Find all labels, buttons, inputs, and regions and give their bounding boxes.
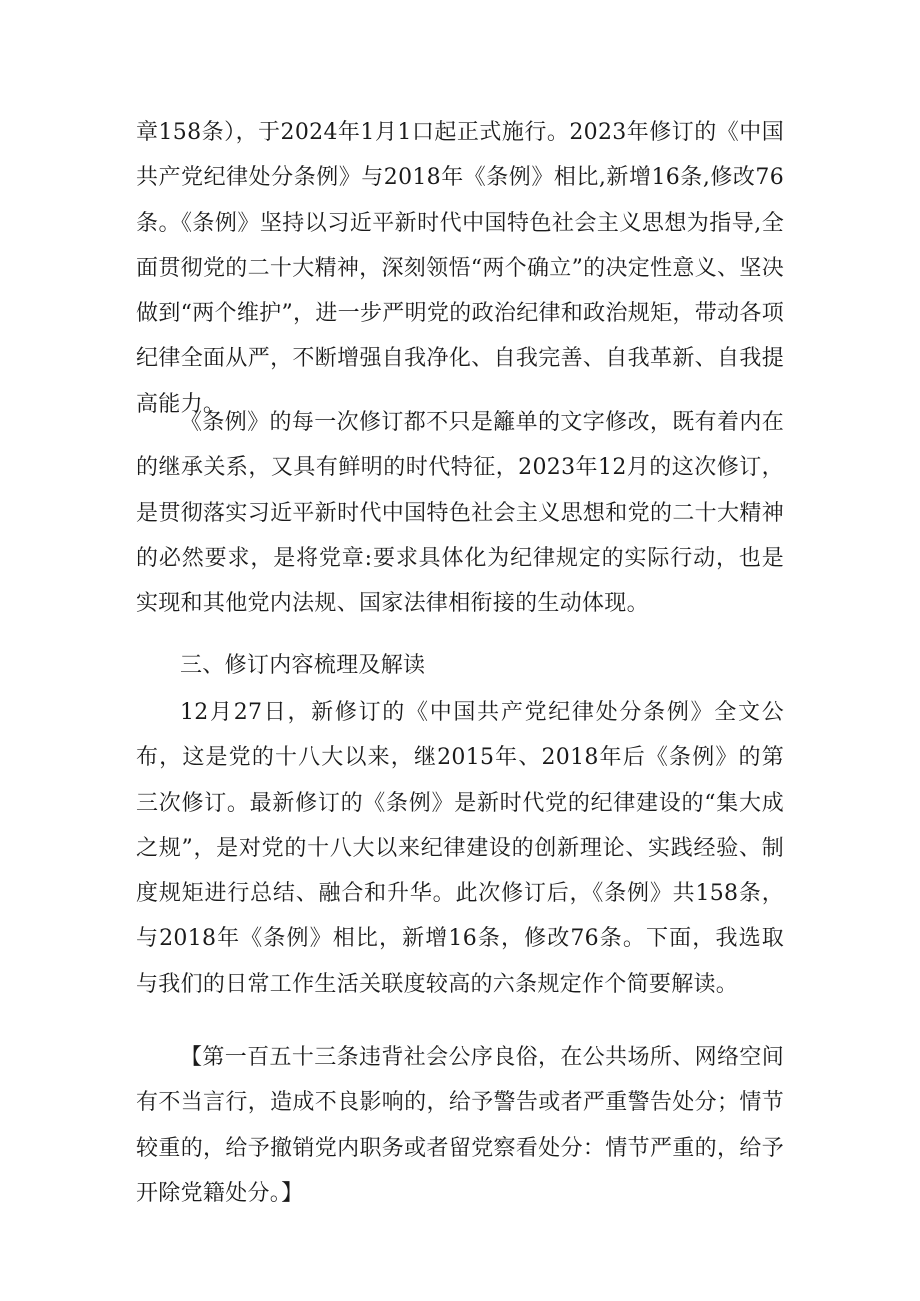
paragraph-article-quote: 【第一百五十三条违背社会公序良俗，在公共场所、网络空间有不当言行，造成不良影响的，给予警告或者严重警告处分；情节较重的，给予撤销党内职务或者留党察看处分：情节严重的，给予开除党籍处分。】 bbox=[136, 1045, 784, 1206]
section-heading: 三、修订内容梳理及解读 bbox=[180, 653, 426, 678]
paragraph-publication: 12月27日，新修订的《中国共产党纪律处分条例》全文公布，这是党的十八大以来，继2015年、2018年后《条例》的第三次修订。最新修订的《条例》是新时代党的纪律建设的“集大成之规”，是对党的十八大以来纪律建设的创新理论、实践经验、制度规矩进行总结、融合和升华。此次修订后，《条例》共158条，与2018年《条例》相比，新增16条，修改76条。下面，我选取与我们的日常工作生活关联度较高的六条规定作个简要解读。 bbox=[136, 700, 784, 997]
paragraph-intro: 章158条），于2024年1月1口起正式施行。2023年修订的《中国共产党纪律处分条例》与2018年《条例》相比,新增16条,修改76条。《条例》坚持以习近平新时代中国特色社会主义思想为指导,全面贯彻党的二十大精神，深刻领悟“两个确立”的决定性意义、坚决做到“两个维护”，进一步严明党的政治纪律和政治规矩，带动各项纪律全面从严，不断增强自我净化、自我完善、自我革新、自我提高能力。 bbox=[136, 120, 784, 417]
paragraph-revision-significance: 《条例》的每一次修订都不只是籬单的文字修改，既有着内在的继承关系，又具有鲜明的时代特征，2023年12月的这次修订，是贯彻落实习近平新时代中国特色社会主义思想和党的二十大精神的必然要求，是将党章:要求具体化为纪律规定的实际行动，也是实现和其他党内法规、国家法律相衔接的生动体现。 bbox=[136, 410, 784, 617]
